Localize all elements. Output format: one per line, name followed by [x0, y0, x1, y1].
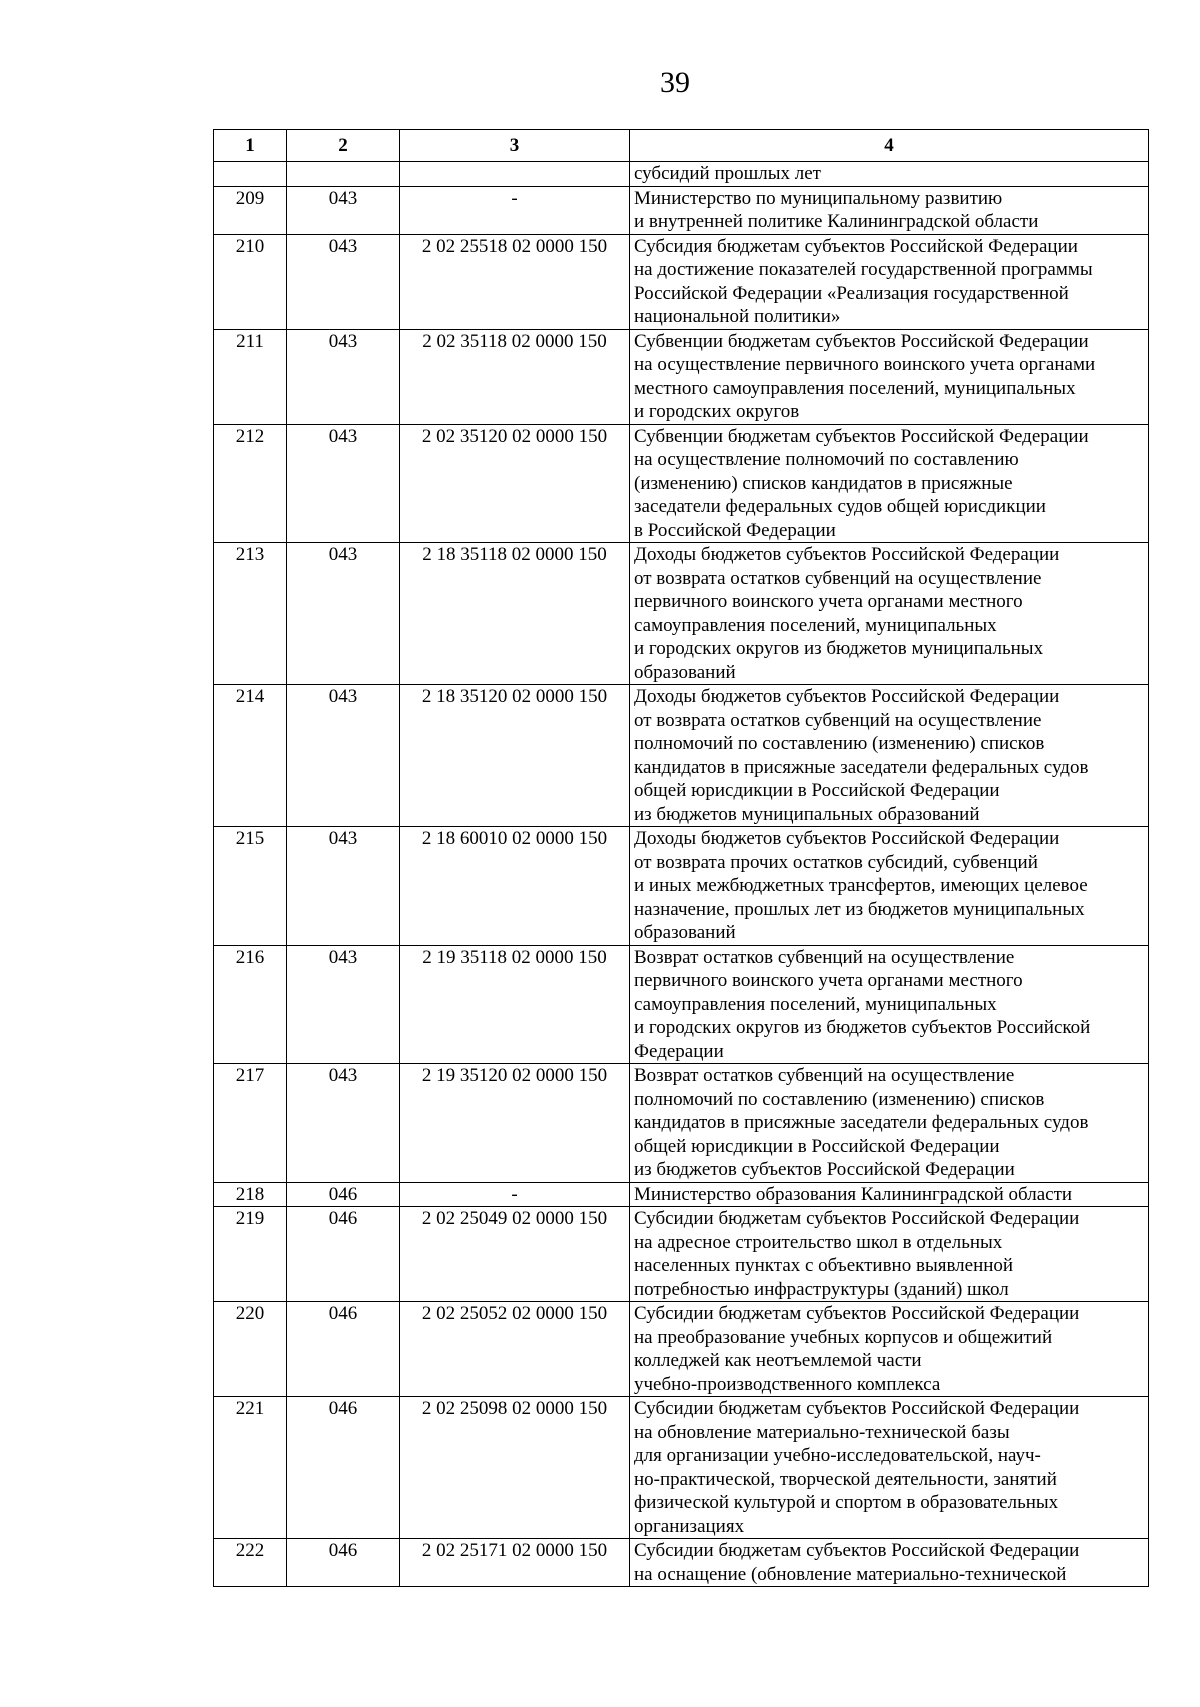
table-row — [214, 945, 1149, 1064]
table-row — [214, 685, 1149, 827]
table-row — [214, 1397, 1149, 1539]
header-col-3: 3 — [400, 130, 630, 162]
budget-code-cell — [400, 162, 630, 187]
table-row — [214, 1539, 1149, 1587]
row-number-cell: 216 — [214, 945, 287, 1064]
budget-code-cell: 2 02 25052 02 0000 150 — [400, 1302, 630, 1397]
description-cell: Субсидии бюджетам субъектов Российской Федерации на адресное строительство школ в отдельных населенных пунктах с объективно выявленной потребностью инфраструктуры (зданий) школ — [630, 1207, 1149, 1302]
header-row — [214, 130, 1149, 162]
table-row — [214, 543, 1149, 685]
row-number-cell: 210 — [214, 234, 287, 329]
budget-code-cell: 2 18 35118 02 0000 150 — [400, 543, 630, 685]
row-number-cell: 212 — [214, 424, 287, 543]
header-col-2: 2 — [287, 130, 400, 162]
table-row — [214, 329, 1149, 424]
table-header — [214, 130, 1149, 162]
page-number: 39 — [660, 66, 690, 99]
row-number-cell: 211 — [214, 329, 287, 424]
table-row — [214, 186, 1149, 234]
description-cell: Министерство по муниципальному развитию и внутренней политике Калининградской области — [630, 186, 1149, 234]
admin-code-cell: 043 — [287, 424, 400, 543]
budget-code-cell: 2 18 60010 02 0000 150 — [400, 827, 630, 946]
admin-code-cell: 046 — [287, 1397, 400, 1539]
admin-code-cell: 043 — [287, 543, 400, 685]
row-number-cell: 214 — [214, 685, 287, 827]
admin-code-cell: 043 — [287, 945, 400, 1064]
budget-code-cell: 2 19 35120 02 0000 150 — [400, 1064, 630, 1183]
admin-code-cell: 043 — [287, 186, 400, 234]
revenue-code-table — [213, 129, 1149, 1587]
description-cell: Доходы бюджетов субъектов Российской Федерации от возврата остатков субвенций на осуществление первичного воинского учета органами местного самоуправления поселений, муниципальных и городских округов из бюджетов муниципальных образований — [630, 543, 1149, 685]
description-cell: Возврат остатков субвенций на осуществление полномочий по составлению (изменению) списков кандидатов в присяжные заседатели федеральных судов общей юрисдикции в Российской Федерации из бюджетов субъектов Российской Федерации — [630, 1064, 1149, 1183]
row-number-cell: 217 — [214, 1064, 287, 1183]
description-cell: Доходы бюджетов субъектов Российской Федерации от возврата прочих остатков субсидий, субвенций и иных межбюджетных трансфертов, имеющих целевое назначение, прошлых лет из бюджетов муниципальных образований — [630, 827, 1149, 946]
description-cell: Субвенции бюджетам субъектов Российской Федерации на осуществление первичного воинского учета органами местного самоуправления поселений, муниципальных и городских округов — [630, 329, 1149, 424]
budget-code-cell: 2 02 25518 02 0000 150 — [400, 234, 630, 329]
table-row — [214, 424, 1149, 543]
budget-code-cell: 2 02 35118 02 0000 150 — [400, 329, 630, 424]
row-number-cell: 220 — [214, 1302, 287, 1397]
admin-code-cell — [287, 162, 400, 187]
row-number-cell: 215 — [214, 827, 287, 946]
admin-code-cell: 046 — [287, 1182, 400, 1207]
budget-code-cell: 2 18 35120 02 0000 150 — [400, 685, 630, 827]
admin-code-cell: 046 — [287, 1539, 400, 1587]
table-row — [214, 1182, 1149, 1207]
admin-code-cell: 046 — [287, 1302, 400, 1397]
table-body — [214, 162, 1149, 1587]
description-cell: Возврат остатков субвенций на осуществление первичного воинского учета органами местного самоуправления поселений, муниципальных и городских округов из бюджетов субъектов Российской Федерации — [630, 945, 1149, 1064]
row-number-cell: 219 — [214, 1207, 287, 1302]
row-number-cell: 213 — [214, 543, 287, 685]
row-number-cell: 209 — [214, 186, 287, 234]
description-cell: Субсидия бюджетам субъектов Российской Федерации на достижение показателей государственной программы Российской Федерации «Реализация государственной национальной политики» — [630, 234, 1149, 329]
description-cell: Субсидии бюджетам субъектов Российской Федерации на преобразование учебных корпусов и общежитий колледжей как неотъемлемой части учебно-производственного комплекса — [630, 1302, 1149, 1397]
budget-code-cell: - — [400, 186, 630, 234]
budget-code-cell: 2 02 25098 02 0000 150 — [400, 1397, 630, 1539]
budget-code-cell: - — [400, 1182, 630, 1207]
admin-code-cell: 043 — [287, 1064, 400, 1183]
admin-code-cell: 043 — [287, 234, 400, 329]
row-number-cell — [214, 162, 287, 187]
budget-code-cell: 2 02 25049 02 0000 150 — [400, 1207, 630, 1302]
budget-code-cell: 2 02 35120 02 0000 150 — [400, 424, 630, 543]
description-cell: субсидий прошлых лет — [630, 162, 1149, 187]
description-cell: Доходы бюджетов субъектов Российской Федерации от возврата остатков субвенций на осуществление полномочий по составлению (изменению) списков кандидатов в присяжные заседатели федеральных судов общей юрисдикции в Российской Федерации из бюджетов муниципальных образований — [630, 685, 1149, 827]
header-col-4: 4 — [630, 130, 1149, 162]
row-number-cell: 222 — [214, 1539, 287, 1587]
table-row — [214, 1302, 1149, 1397]
table-row — [214, 162, 1149, 187]
admin-code-cell: 043 — [287, 827, 400, 946]
description-cell: Субсидии бюджетам субъектов Российской Федерации на обновление материально-технической базы для организации учебно-исследовательской, науч- но-практической, творческой деятельности, занятий физической культурой и спортом в образовательных организациях — [630, 1397, 1149, 1539]
table-row — [214, 827, 1149, 946]
table-row — [214, 1207, 1149, 1302]
budget-code-cell: 2 02 25171 02 0000 150 — [400, 1539, 630, 1587]
admin-code-cell: 046 — [287, 1207, 400, 1302]
description-cell: Субсидии бюджетам субъектов Российской Федерации на оснащение (обновление материально-технической — [630, 1539, 1149, 1587]
table-row — [214, 234, 1149, 329]
table-row — [214, 1064, 1149, 1183]
header-col-1: 1 — [214, 130, 287, 162]
admin-code-cell: 043 — [287, 329, 400, 424]
description-cell: Субвенции бюджетам субъектов Российской Федерации на осуществление полномочий по составлению (изменению) списков кандидатов в присяжные заседатели федеральных судов общей юрисдикции в Российской Федерации — [630, 424, 1149, 543]
row-number-cell: 221 — [214, 1397, 287, 1539]
row-number-cell: 218 — [214, 1182, 287, 1207]
admin-code-cell: 043 — [287, 685, 400, 827]
budget-code-cell: 2 19 35118 02 0000 150 — [400, 945, 630, 1064]
description-cell: Министерство образования Калининградской области — [630, 1182, 1149, 1207]
